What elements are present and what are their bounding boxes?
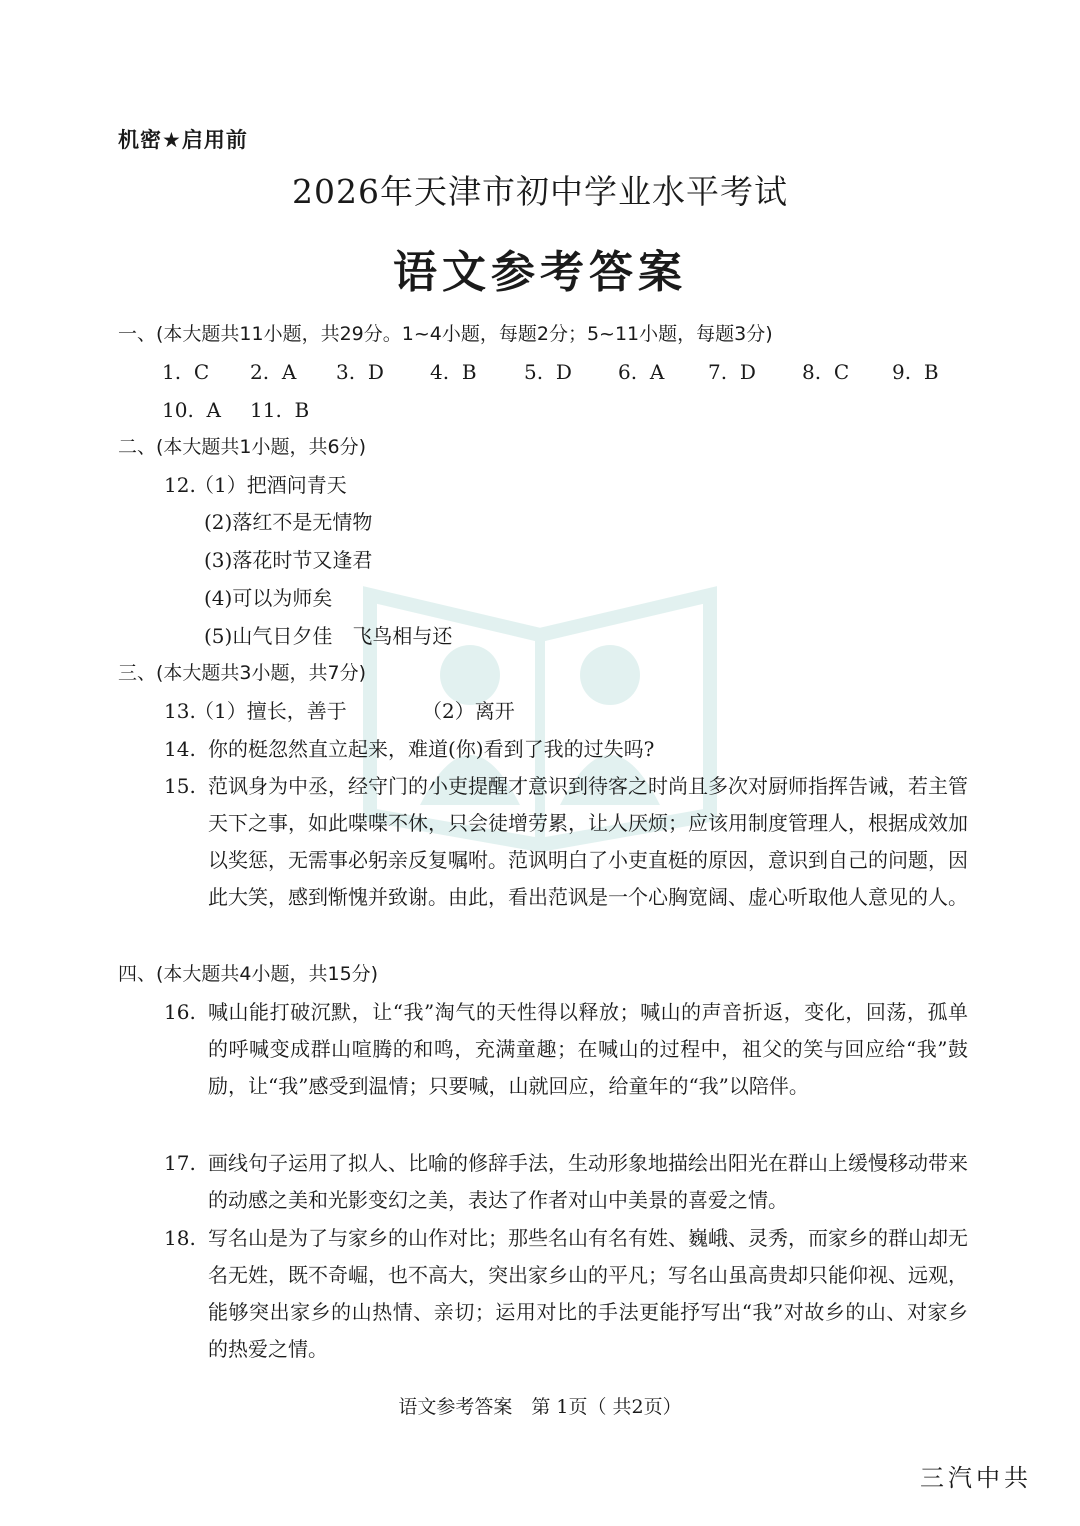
q12-item-1: （1）把酒问青天: [194, 473, 347, 497]
corner-watermark-text: 三汽中共: [920, 1464, 1032, 1492]
section1-heading: 一、(本大题共11小题，共29分。1~4小题，每题2分；5~11小题，每题3分): [118, 323, 773, 345]
section3-heading: 三、(本大题共3小题，共7分): [118, 662, 367, 684]
q12-item-2: (2)落红不是无情物: [204, 510, 373, 534]
q14-answer: 你的梃忽然直立起来，难道(你)看到了我的过失吗?: [208, 737, 655, 761]
page-title: 语文参考答案: [393, 247, 687, 298]
q12-item-3: (3)落花时节又逢君: [204, 548, 373, 572]
q16-answer: 喊山能打破沉默，让“我”淘气的天性得以释放；喊山的声音折返，变化，回荡，孤单的呼喊变成群山喧腾的和鸣，充满童趣；在喊山的过程中，祖父的笑与回应给“我”鼓励，让“我”感受到温情；只要喊，山就回应，给童年的“我”以陪伴。: [208, 1000, 968, 1098]
question-number: 13.: [164, 699, 196, 723]
section1-answers-row1: [162, 358, 952, 386]
q15-answer: 范讽身为中丞，经守门的小吏提醒才意识到待客之时尚且多次对厨师指挥告诫，若主管天下之事，如此喋喋不休，只会徒增劳累，让人厌烦；应该用制度管理人，根据成效加以奖惩，无需事必躬亲反复嘱咐。范讽明白了小吏直梃的原因，意识到自己的问题，因此大笑，感到惭愧并致谢。由此，看出范讽是一个心胸宽阔、虚心听取他人意见的人。: [208, 774, 968, 909]
question-number: 17.: [164, 1151, 196, 1175]
question-number: 18.: [164, 1226, 196, 1250]
answer-item: 9. B: [892, 360, 939, 384]
answer-item: 3. D: [336, 360, 384, 384]
answer-item: 8. C: [802, 360, 850, 384]
exam-title: 2026年天津市初中学业水平考试: [292, 172, 788, 211]
q18-answer: 写名山是为了与家乡的山作对比；那些名山有名有姓、巍峨、灵秀，而家乡的群山却无名无姓，既不奇崛，也不高大，突出家乡山的平凡；写名山虽高贵却只能仰视、远观，能够突出家乡的山热情、亲切；运用对比的手法更能抒写出“我”对故乡的山、对家乡的热爱之情。: [208, 1226, 968, 1361]
q13-answer-2: （2）离开: [422, 699, 515, 723]
answer-item: 1. C: [162, 360, 210, 384]
answer-item: 5. D: [524, 360, 572, 384]
question-number: 15.: [164, 774, 196, 798]
answer-item: 6. A: [618, 360, 665, 384]
q17-answer: 画线句子运用了拟人、比喻的修辞手法，生动形象地描绘出阳光在群山上缓慢移动带来的动感之美和光影变幻之美，表达了作者对山中美景的喜爱之情。: [208, 1151, 968, 1212]
q12-item-4: (4)可以为师矣: [204, 586, 333, 610]
question-number: 12.: [164, 473, 196, 497]
answer-item: 2. A: [250, 360, 297, 384]
confidential-label: 机密★启用前: [118, 128, 248, 152]
page-footer: 语文参考答案 第 1页（ 共2页）: [398, 1396, 682, 1418]
answer-item: 4. B: [430, 360, 477, 384]
section4-heading: 四、(本大题共4小题，共15分): [118, 963, 379, 985]
q12-item-5: (5)山气日夕佳 飞鸟相与还: [204, 624, 453, 648]
q13-answer-1: （1）擅长，善于: [194, 699, 347, 723]
answer-item: 10. A: [162, 398, 221, 422]
section1-answers-row2: [162, 396, 330, 424]
answer-item: 11. B: [250, 398, 310, 422]
question-number: 16.: [164, 1000, 196, 1024]
question-number: 14.: [164, 737, 196, 761]
section2-heading: 二、(本大题共1小题，共6分): [118, 436, 367, 458]
answer-item: 7. D: [708, 360, 756, 384]
